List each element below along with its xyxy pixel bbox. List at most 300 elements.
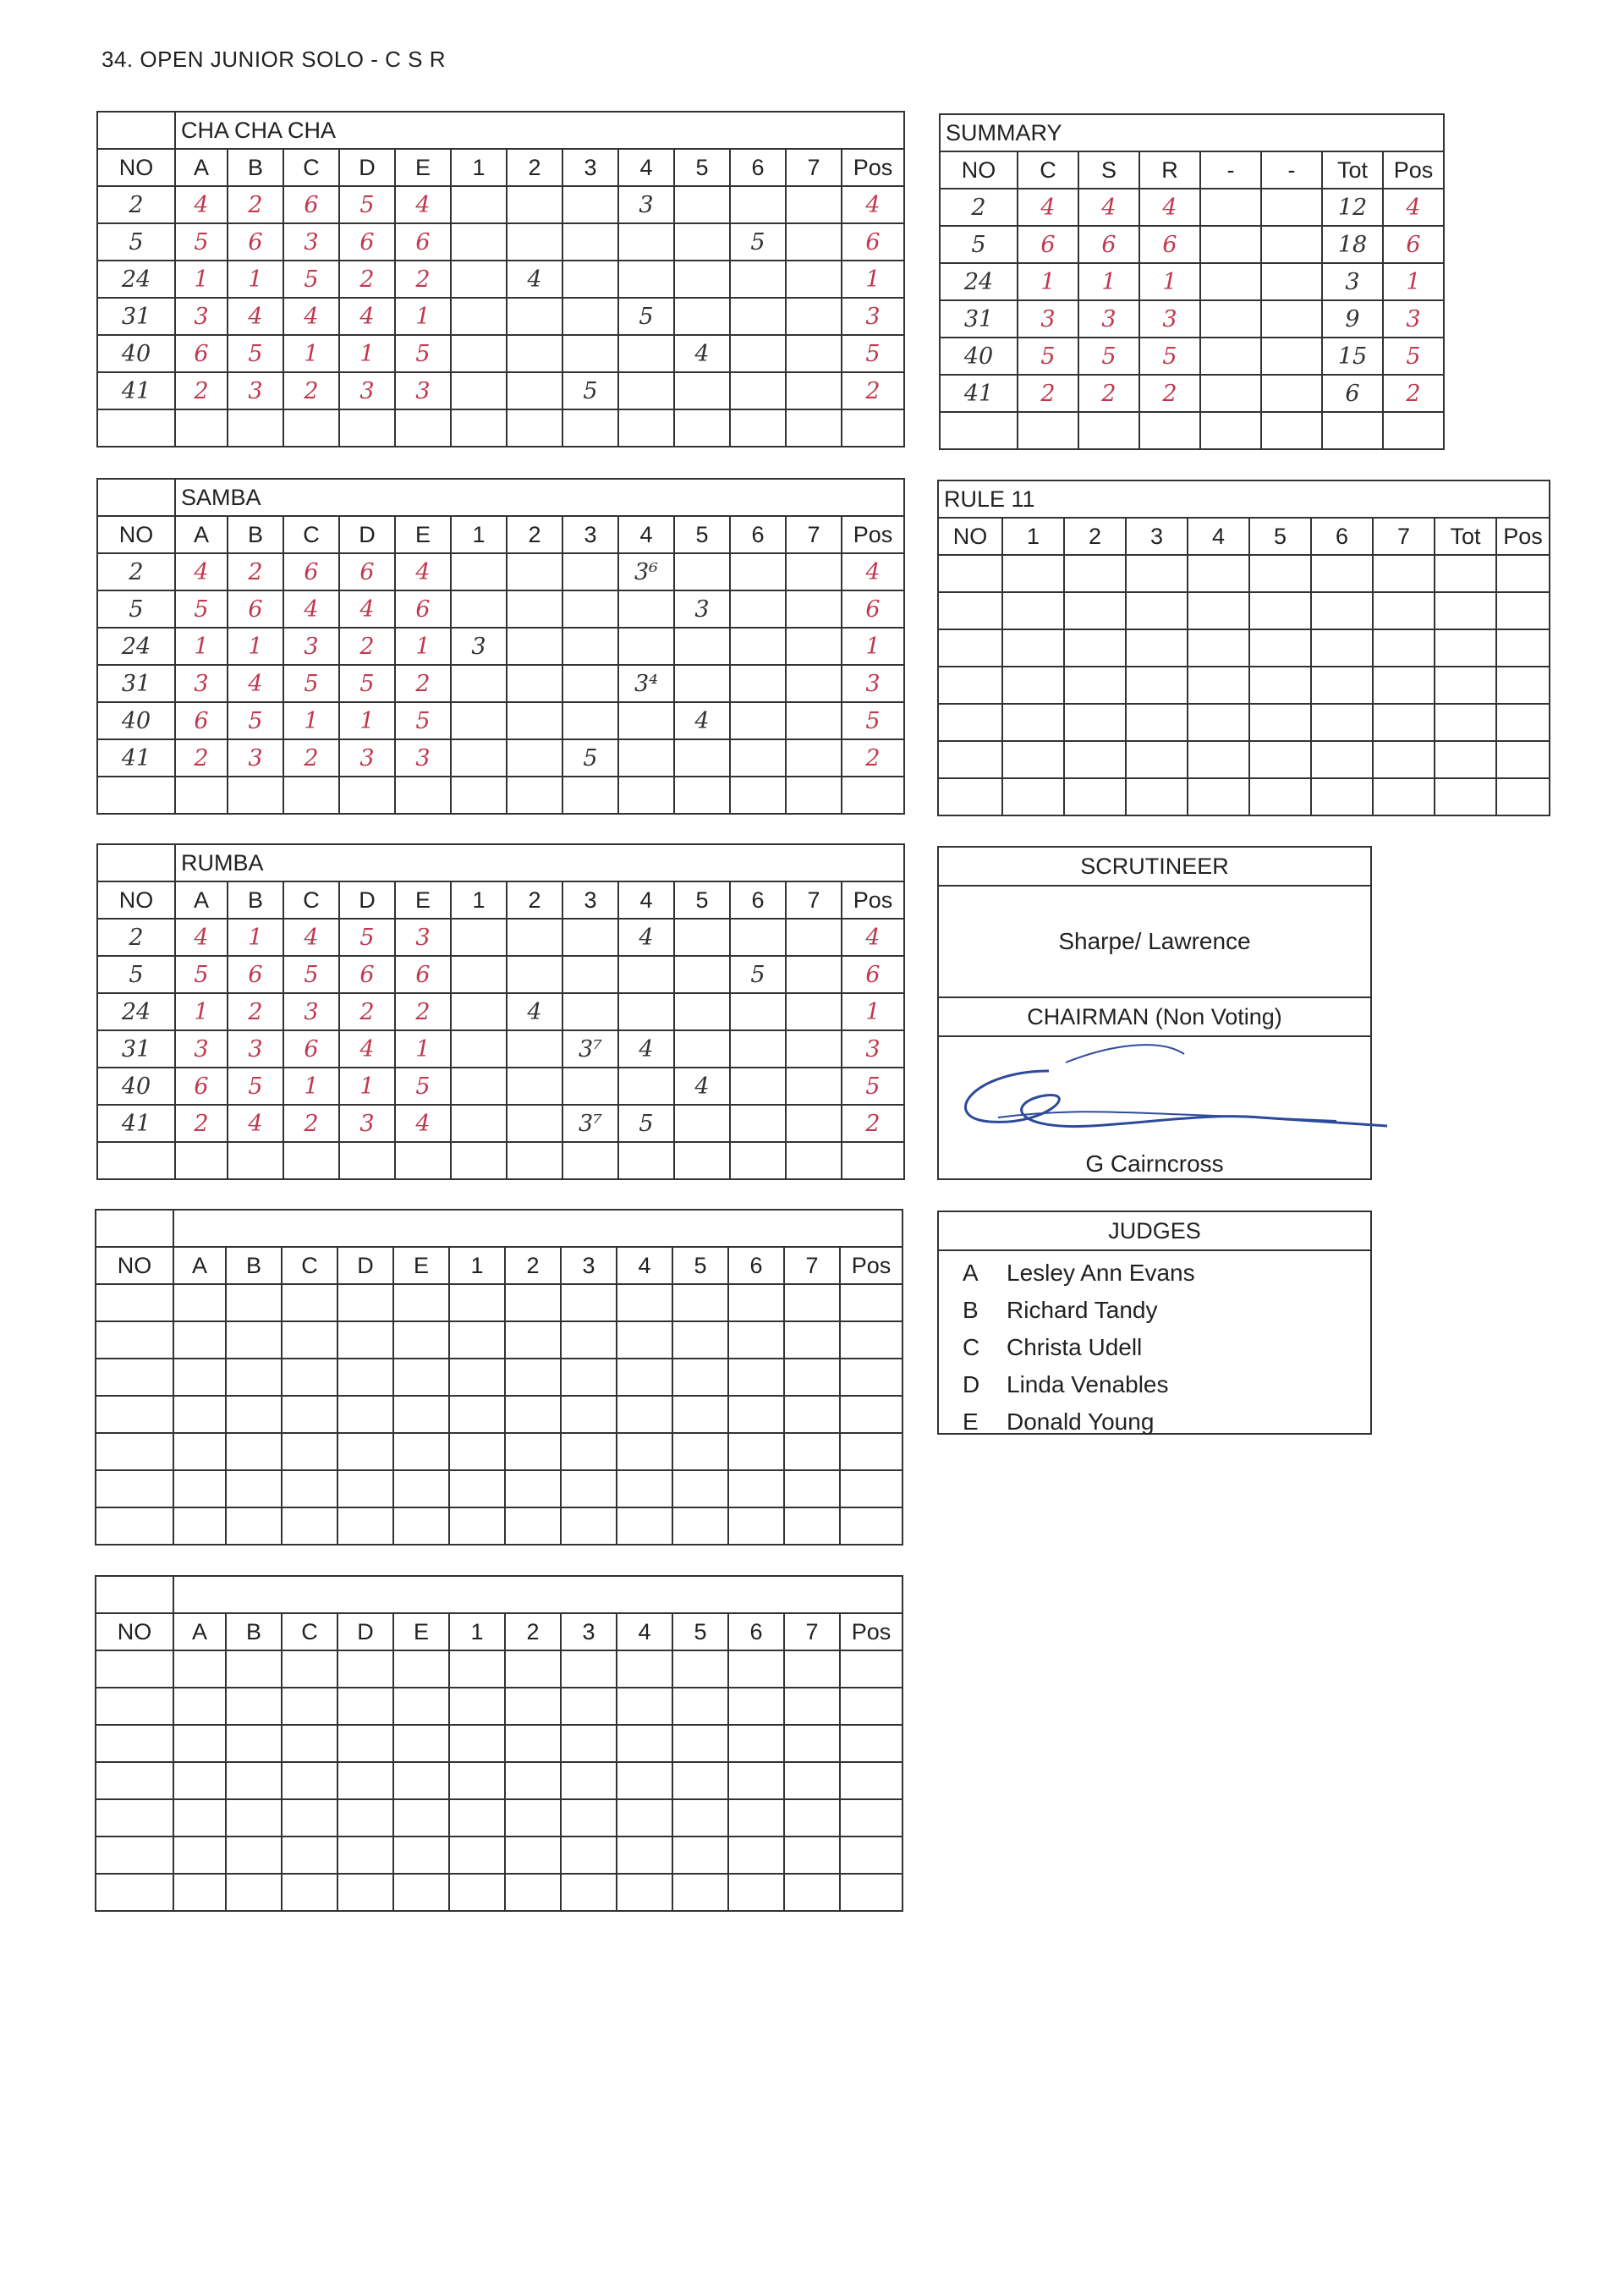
score-cell: 3	[228, 739, 283, 777]
score-cell	[730, 553, 786, 590]
summary-cell	[940, 412, 1018, 449]
score-cell	[561, 1837, 617, 1874]
rule11-cell	[1496, 629, 1550, 667]
column-header: S	[1078, 151, 1139, 189]
score-cell	[395, 409, 451, 447]
rule11-cell	[1249, 592, 1311, 629]
score-cell: 3	[395, 372, 451, 409]
score-cell	[840, 1650, 903, 1688]
score-cell: 3	[228, 1030, 283, 1068]
score-cell	[786, 1105, 842, 1142]
column-header: C	[1018, 151, 1078, 189]
score-cell	[562, 1068, 618, 1105]
score-cell	[393, 1725, 449, 1762]
judge-name: Donald Young	[1007, 1408, 1155, 1435]
dance-title	[173, 1210, 903, 1247]
column-header: E	[393, 1613, 449, 1650]
score-cell: 6	[175, 335, 228, 372]
score-cell	[784, 1396, 840, 1433]
score-cell: 2	[175, 1105, 228, 1142]
table-row	[97, 665, 904, 702]
score-cell	[507, 665, 562, 702]
score-cell	[173, 1359, 226, 1396]
score-cell	[561, 1725, 617, 1762]
score-cell: 3	[842, 665, 904, 702]
score-cell	[393, 1874, 449, 1911]
score-cell	[784, 1507, 840, 1545]
score-cell	[449, 1359, 505, 1396]
rule11-cell	[1496, 592, 1550, 629]
table-row	[97, 1068, 904, 1105]
score-cell	[730, 298, 786, 335]
column-header: 1	[449, 1613, 505, 1650]
score-cell	[562, 590, 618, 628]
column-header: 6	[730, 149, 786, 186]
score-cell	[618, 628, 674, 665]
rule11-title: RULE 11	[938, 480, 1550, 518]
rule11-cell	[1435, 629, 1496, 667]
score-cell	[228, 409, 283, 447]
score-cell: 4	[175, 919, 228, 956]
column-header: 3	[562, 149, 618, 186]
score-cell: 24	[97, 993, 175, 1030]
rule11-cell	[938, 778, 1002, 815]
score-cell	[617, 1762, 672, 1799]
score-cell	[451, 409, 507, 447]
cha-cha-cha-table	[96, 111, 905, 447]
score-cell: 40	[97, 335, 175, 372]
summary-cell: 5	[1139, 338, 1200, 375]
summary-cell	[1200, 412, 1261, 449]
score-cell	[617, 1507, 672, 1545]
score-cell	[840, 1799, 903, 1837]
summary-cell	[1322, 412, 1383, 449]
score-cell	[618, 956, 674, 993]
rule11-cell	[1188, 555, 1249, 592]
summary-cell: 3	[1078, 300, 1139, 338]
score-cell	[282, 1396, 337, 1433]
column-header: B	[228, 881, 283, 919]
rule11-cell	[1435, 704, 1496, 741]
column-header: Pos	[842, 516, 904, 553]
score-cell	[786, 702, 842, 739]
score-cell	[451, 1142, 507, 1179]
column-header: Tot	[1435, 518, 1496, 555]
score-cell	[561, 1650, 617, 1688]
rule11-cell	[1373, 778, 1435, 815]
rule11-table	[937, 480, 1550, 816]
score-cell	[505, 1359, 561, 1396]
rule11-panel	[937, 480, 1550, 816]
rule11-cell	[1188, 741, 1249, 778]
score-cell	[449, 1321, 505, 1359]
score-cell	[96, 1874, 173, 1911]
table-row	[96, 1874, 903, 1911]
judge-letter: C	[963, 1334, 980, 1360]
score-cell	[337, 1470, 393, 1507]
score-cell: 1	[395, 1030, 451, 1068]
score-cell	[449, 1507, 505, 1545]
score-cell: 1	[283, 1068, 339, 1105]
score-cell: 5	[842, 702, 904, 739]
table-row	[940, 300, 1444, 338]
score-cell	[562, 702, 618, 739]
score-cell	[337, 1650, 393, 1688]
score-cell	[786, 956, 842, 993]
score-cell	[674, 777, 730, 814]
score-cell	[283, 409, 339, 447]
summary-cell	[1261, 412, 1322, 449]
score-cell: 1	[283, 702, 339, 739]
score-cell	[226, 1359, 282, 1396]
rumba-panel	[96, 843, 905, 1180]
score-cell: 6	[339, 956, 395, 993]
score-cell: 3⁷	[562, 1030, 618, 1068]
table-row	[97, 739, 904, 777]
column-header: 6	[728, 1247, 784, 1284]
score-cell: 2	[228, 186, 283, 223]
summary-cell	[1383, 412, 1444, 449]
score-cell	[96, 1837, 173, 1874]
score-cell: 31	[97, 665, 175, 702]
score-cell	[449, 1762, 505, 1799]
score-cell	[337, 1762, 393, 1799]
rule11-cell	[1373, 555, 1435, 592]
score-cell	[282, 1470, 337, 1507]
title-spacer-cell	[97, 844, 175, 881]
score-cell	[674, 993, 730, 1030]
rule11-cell	[938, 555, 1002, 592]
summary-cell: 6	[1322, 375, 1383, 412]
score-cell	[173, 1874, 226, 1911]
score-cell	[505, 1874, 561, 1911]
score-cell	[505, 1725, 561, 1762]
score-cell	[451, 777, 507, 814]
score-cell: 2	[339, 261, 395, 298]
rule11-cell	[1188, 778, 1249, 815]
summary-cell	[1261, 263, 1322, 300]
score-cell	[786, 590, 842, 628]
rule11-cell	[1126, 704, 1188, 741]
table-row	[938, 667, 1550, 704]
summary-cell: 40	[940, 338, 1018, 375]
samba-panel	[96, 478, 905, 815]
score-cell	[786, 1068, 842, 1105]
summary-cell	[1261, 226, 1322, 263]
score-cell	[505, 1470, 561, 1507]
score-cell	[507, 335, 562, 372]
rule11-cell	[1435, 778, 1496, 815]
rule11-cell	[1126, 741, 1188, 778]
score-cell: 2	[395, 261, 451, 298]
score-cell: 2	[228, 993, 283, 1030]
summary-cell: 6	[1383, 226, 1444, 263]
score-cell	[449, 1837, 505, 1874]
score-cell	[97, 1142, 175, 1179]
score-cell: 4	[175, 186, 228, 223]
rule11-cell	[1373, 741, 1435, 778]
score-cell	[618, 335, 674, 372]
score-cell	[337, 1433, 393, 1470]
rule11-cell	[1064, 704, 1126, 741]
score-cell	[173, 1321, 226, 1359]
score-cell	[97, 409, 175, 447]
score-cell	[505, 1799, 561, 1837]
column-header: 6	[728, 1613, 784, 1650]
column-header: NO	[97, 149, 175, 186]
summary-cell: 2	[940, 189, 1018, 226]
summary-cell: 31	[940, 300, 1018, 338]
column-header: -	[1261, 151, 1322, 189]
summary-cell: 18	[1322, 226, 1383, 263]
summary-cell: 3	[1139, 300, 1200, 338]
rule11-cell	[1064, 778, 1126, 815]
score-cell	[283, 777, 339, 814]
score-cell	[672, 1396, 728, 1433]
score-cell: 5	[283, 665, 339, 702]
column-header: B	[226, 1247, 282, 1284]
score-cell	[562, 919, 618, 956]
rule11-cell	[1311, 592, 1373, 629]
summary-cell	[1261, 375, 1322, 412]
score-cell: 3	[842, 1030, 904, 1068]
score-cell	[451, 590, 507, 628]
table-row	[97, 553, 904, 590]
column-header: D	[339, 149, 395, 186]
score-cell	[226, 1725, 282, 1762]
score-cell	[728, 1396, 784, 1433]
score-cell: 1	[842, 261, 904, 298]
table-row	[97, 993, 904, 1030]
table-row	[97, 590, 904, 628]
table-row	[96, 1470, 903, 1507]
score-cell	[96, 1396, 173, 1433]
score-cell: 6	[283, 1030, 339, 1068]
column-header: B	[226, 1613, 282, 1650]
score-cell	[672, 1507, 728, 1545]
score-cell	[786, 1142, 842, 1179]
score-cell	[840, 1874, 903, 1911]
score-cell	[840, 1470, 903, 1507]
score-cell: 41	[97, 372, 175, 409]
title-spacer-cell	[96, 1576, 173, 1613]
table-row	[97, 298, 904, 335]
score-cell: 6	[842, 590, 904, 628]
score-cell: 2	[395, 993, 451, 1030]
score-cell	[228, 1142, 283, 1179]
score-cell	[393, 1396, 449, 1433]
score-cell	[226, 1433, 282, 1470]
score-cell	[618, 993, 674, 1030]
score-cell	[173, 1284, 226, 1321]
score-cell	[451, 956, 507, 993]
score-cell	[339, 777, 395, 814]
table-row	[96, 1725, 903, 1762]
score-cell	[786, 372, 842, 409]
column-header: 3	[1126, 518, 1188, 555]
summary-cell: 4	[1018, 189, 1078, 226]
summary-cell: 4	[1383, 189, 1444, 226]
score-cell: 5	[618, 298, 674, 335]
table-row	[940, 412, 1444, 449]
score-cell: 3	[395, 919, 451, 956]
summary-cell: 3	[1383, 300, 1444, 338]
score-cell	[730, 335, 786, 372]
score-cell: 31	[97, 298, 175, 335]
score-cell: 1	[228, 261, 283, 298]
score-cell	[842, 409, 904, 447]
dance-title: RUMBA	[175, 844, 904, 881]
score-cell: 4	[842, 553, 904, 590]
column-header: 2	[505, 1613, 561, 1650]
score-cell	[282, 1359, 337, 1396]
score-cell	[728, 1650, 784, 1688]
rule11-cell	[938, 741, 1002, 778]
rule11-cell	[1435, 741, 1496, 778]
score-cell: 3	[175, 1030, 228, 1068]
column-header: E	[395, 881, 451, 919]
score-cell	[618, 777, 674, 814]
score-cell	[786, 993, 842, 1030]
summary-cell: 2	[1139, 375, 1200, 412]
table-row	[940, 189, 1444, 226]
table-row	[97, 777, 904, 814]
column-header: D	[337, 1247, 393, 1284]
table-row	[96, 1433, 903, 1470]
summary-cell: 6	[1078, 226, 1139, 263]
chairman-label: CHAIRMAN (Non Voting)	[939, 998, 1370, 1037]
summary-cell	[1018, 412, 1078, 449]
score-cell	[173, 1762, 226, 1799]
column-header: C	[282, 1247, 337, 1284]
score-cell	[451, 919, 507, 956]
score-cell	[840, 1837, 903, 1874]
score-cell	[507, 372, 562, 409]
table-row	[96, 1837, 903, 1874]
score-cell: 4	[674, 1068, 730, 1105]
column-header: NO	[97, 516, 175, 553]
score-cell: 24	[97, 628, 175, 665]
score-cell	[561, 1433, 617, 1470]
column-header: C	[283, 881, 339, 919]
score-cell	[617, 1650, 672, 1688]
score-cell	[672, 1725, 728, 1762]
score-cell	[173, 1837, 226, 1874]
score-cell	[393, 1359, 449, 1396]
score-cell	[561, 1799, 617, 1837]
score-cell	[730, 777, 786, 814]
score-cell	[96, 1470, 173, 1507]
score-cell	[282, 1762, 337, 1799]
rule11-cell	[1064, 629, 1126, 667]
summary-cell: 6	[1018, 226, 1078, 263]
score-cell: 4	[618, 919, 674, 956]
table-row	[938, 592, 1550, 629]
column-header: 7	[786, 149, 842, 186]
score-cell	[674, 1030, 730, 1068]
column-header: E	[395, 149, 451, 186]
rule11-cell	[1064, 667, 1126, 704]
summary-cell	[1261, 300, 1322, 338]
score-cell	[672, 1762, 728, 1799]
rule11-cell	[1311, 667, 1373, 704]
dance-title: CHA CHA CHA	[175, 112, 904, 149]
score-cell	[393, 1470, 449, 1507]
score-cell: 2	[175, 372, 228, 409]
column-header: A	[173, 1613, 226, 1650]
score-cell	[226, 1799, 282, 1837]
table-row	[940, 338, 1444, 375]
score-cell	[173, 1688, 226, 1725]
score-cell	[617, 1396, 672, 1433]
rule11-cell	[1249, 667, 1311, 704]
score-cell	[173, 1725, 226, 1762]
score-cell: 6	[395, 223, 451, 261]
score-cell: 4	[618, 1030, 674, 1068]
column-header: 4	[618, 149, 674, 186]
judge-letter: E	[963, 1408, 979, 1435]
column-header: 4	[1188, 518, 1249, 555]
column-header: -	[1200, 151, 1261, 189]
judge-letter: D	[963, 1371, 980, 1397]
rule11-cell	[1249, 778, 1311, 815]
column-header: D	[339, 881, 395, 919]
rule11-cell	[1311, 704, 1373, 741]
score-cell	[562, 628, 618, 665]
judge-letter: A	[963, 1260, 979, 1286]
score-cell	[728, 1507, 784, 1545]
score-cell: 4	[283, 590, 339, 628]
score-cell	[395, 777, 451, 814]
column-header: 1	[449, 1247, 505, 1284]
score-cell	[618, 409, 674, 447]
score-cell: 4	[283, 919, 339, 956]
score-cell	[840, 1762, 903, 1799]
score-cell: 2	[175, 739, 228, 777]
score-cell: 5	[562, 739, 618, 777]
rule11-cell	[1002, 667, 1064, 704]
score-cell	[337, 1507, 393, 1545]
rule11-cell	[1496, 667, 1550, 704]
score-cell	[730, 702, 786, 739]
score-cell	[784, 1359, 840, 1396]
score-cell: 2	[97, 186, 175, 223]
score-cell: 2	[283, 1105, 339, 1142]
summary-cell	[1200, 375, 1261, 412]
score-cell	[228, 777, 283, 814]
column-header: C	[283, 149, 339, 186]
column-header: 7	[786, 881, 842, 919]
score-cell	[507, 590, 562, 628]
rule11-cell	[938, 667, 1002, 704]
score-cell: 1	[283, 335, 339, 372]
column-header: 1	[451, 516, 507, 553]
table-row	[96, 1359, 903, 1396]
score-cell	[842, 1142, 904, 1179]
score-cell	[728, 1470, 784, 1507]
table-row	[938, 555, 1550, 592]
score-cell	[562, 409, 618, 447]
score-cell	[505, 1284, 561, 1321]
score-cell	[505, 1433, 561, 1470]
judge-item	[963, 1329, 1370, 1366]
summary-cell: 1	[1018, 263, 1078, 300]
score-cell	[507, 1068, 562, 1105]
score-cell	[618, 590, 674, 628]
score-cell	[451, 1068, 507, 1105]
rule11-cell	[1249, 741, 1311, 778]
summary-cell	[1261, 189, 1322, 226]
